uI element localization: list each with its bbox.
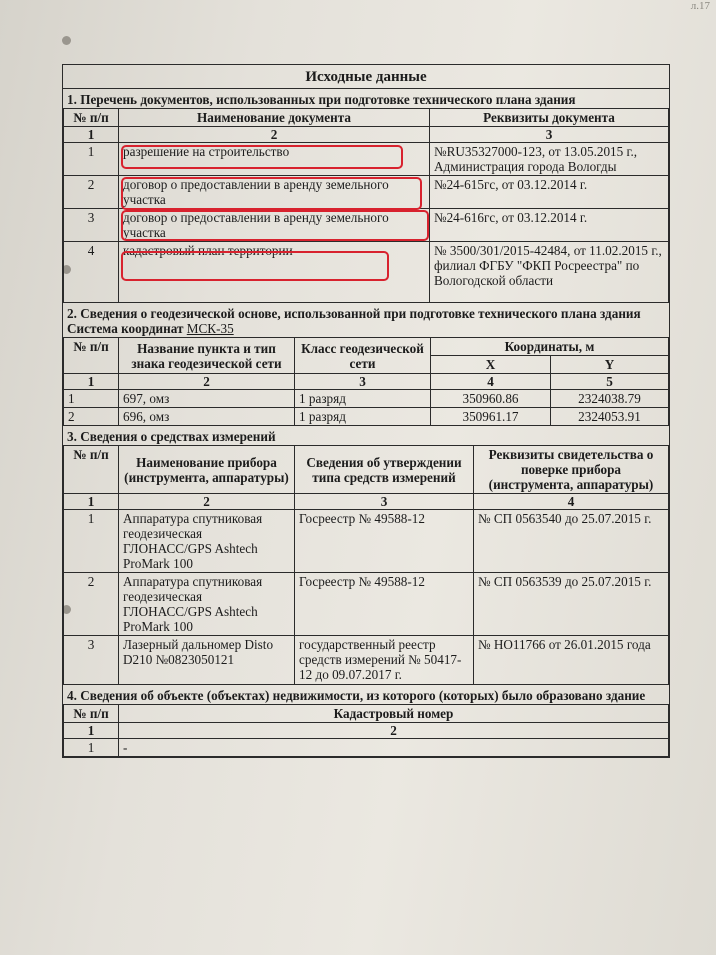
instrument-cert: № СП 0563539 до 25.07.2015 г. bbox=[474, 573, 669, 636]
coord-y: 2324038.79 bbox=[551, 390, 669, 408]
documents-table bbox=[63, 108, 669, 303]
col-number: 2 bbox=[119, 494, 295, 510]
document-body bbox=[62, 64, 670, 758]
cadastral-number: - bbox=[119, 739, 669, 757]
instrument-type: Госреестр № 49588-12 bbox=[295, 573, 474, 636]
col-header: № п/п bbox=[64, 338, 119, 374]
col-number: 1 bbox=[64, 494, 119, 510]
table-row bbox=[64, 636, 669, 685]
row-number: 1 bbox=[64, 143, 119, 176]
table-row bbox=[64, 242, 669, 303]
col-number: 2 bbox=[119, 127, 430, 143]
row-number: 3 bbox=[64, 636, 119, 685]
row-number: 1 bbox=[64, 390, 119, 408]
document-requisites: №24-615гс, от 03.12.2014 г. bbox=[430, 176, 669, 209]
col-number: 2 bbox=[119, 723, 669, 739]
col-header: № п/п bbox=[64, 446, 119, 494]
point-class: 1 разряд bbox=[295, 390, 431, 408]
point-class: 1 разряд bbox=[295, 408, 431, 426]
row-number: 2 bbox=[64, 176, 119, 209]
col-header: № п/п bbox=[64, 109, 119, 127]
table-row bbox=[64, 573, 669, 636]
col-number: 1 bbox=[64, 374, 119, 390]
col-header: Класс геодезической сети bbox=[295, 338, 431, 374]
col-number: 4 bbox=[474, 494, 669, 510]
coord-system-label: Система координат bbox=[67, 321, 184, 336]
section3-heading: 3. Сведения о средствах измерений bbox=[67, 429, 276, 444]
table-row bbox=[64, 739, 669, 757]
page-title: Исходные данные bbox=[63, 65, 669, 89]
objects-table bbox=[63, 704, 669, 757]
row-number: 2 bbox=[64, 573, 119, 636]
point-name: 697, омз bbox=[119, 390, 295, 408]
col-header: Наименование документа bbox=[119, 109, 430, 127]
coord-y: 2324053.91 bbox=[551, 408, 669, 426]
page-mark: л.17 bbox=[690, 0, 710, 12]
instrument-name: Лазерный дальномер Disto D210 №0823050121 bbox=[119, 636, 295, 685]
col-header: Кадастровый номер bbox=[119, 705, 669, 723]
table-row bbox=[64, 143, 669, 176]
instrument-name: Аппаратура спутниковая геодезическая ГЛОНАСС/GPS Ashtech ProMark 100 bbox=[119, 573, 295, 636]
section2-heading bbox=[63, 303, 669, 337]
col-number: 3 bbox=[295, 374, 431, 390]
instrument-name: Аппаратура спутниковая геодезическая ГЛОНАСС/GPS Ashtech ProMark 100 bbox=[119, 510, 295, 573]
row-number: 2 bbox=[64, 408, 119, 426]
document-name bbox=[119, 176, 430, 209]
document-requisites: № 3500/301/2015-42484, от 11.02.2015 г., филиал ФГБУ "ФКП Росреестра" по Вологодской области bbox=[430, 242, 669, 303]
section1-heading: 1. Перечень документов, использованных при подготовке технического плана здания bbox=[67, 92, 576, 107]
col-number: 2 bbox=[119, 374, 295, 390]
col-number: 3 bbox=[430, 127, 669, 143]
geodetic-table bbox=[63, 337, 669, 426]
col-number: 1 bbox=[64, 127, 119, 143]
row-number: 1 bbox=[64, 510, 119, 573]
instrument-type: Госреестр № 49588-12 bbox=[295, 510, 474, 573]
col-header: № п/п bbox=[64, 705, 119, 723]
section4-heading: 4. Сведения об объекте (объектах) недвижимости, из которого (которых) было образовано здание bbox=[67, 688, 646, 703]
table-row bbox=[64, 209, 669, 242]
document-name bbox=[119, 242, 430, 303]
table-row bbox=[64, 408, 669, 426]
coord-x: 350960.86 bbox=[431, 390, 551, 408]
section2-heading-text: 2. Сведения о геодезической основе, использованной при подготовке технического плана здания bbox=[67, 306, 641, 321]
table-row bbox=[64, 176, 669, 209]
instrument-type: государственный реестр средств измерений № 50417-12 до 09.07.2017 г. bbox=[295, 636, 474, 685]
document-name-text: кадастровый план территории bbox=[123, 243, 293, 258]
document-name-text: разрешение на строительство bbox=[123, 144, 290, 159]
instrument-cert: № СП 0563540 до 25.07.2015 г. bbox=[474, 510, 669, 573]
row-number: 4 bbox=[64, 242, 119, 303]
col-header: Координаты, м bbox=[431, 338, 669, 356]
document-name-text: договор о предоставлении в аренду земельного участка bbox=[123, 177, 389, 207]
row-number: 3 bbox=[64, 209, 119, 242]
col-header: Название пункта и тип знака геодезической сети bbox=[119, 338, 295, 374]
row-number: 1 bbox=[64, 739, 119, 757]
document-requisites: №24-616гс, от 03.12.2014 г. bbox=[430, 209, 669, 242]
col-header: Реквизиты документа bbox=[430, 109, 669, 127]
col-header: Реквизиты свидетельства о поверке прибора (инструмента, аппаратуры) bbox=[474, 446, 669, 494]
instruments-table bbox=[63, 445, 669, 685]
document-name-text: договор о предоставлении в аренду земельного участка bbox=[123, 210, 389, 240]
col-header-x: X bbox=[431, 356, 551, 374]
document-name bbox=[119, 209, 430, 242]
coord-system-value: МСК-35 bbox=[186, 321, 234, 336]
col-header: Наименование прибора (инструмента, аппаратуры) bbox=[119, 446, 295, 494]
col-header: Сведения об утверждении типа средств измерений bbox=[295, 446, 474, 494]
table-row bbox=[64, 510, 669, 573]
document-name bbox=[119, 143, 430, 176]
col-number: 1 bbox=[64, 723, 119, 739]
document-requisites: №RU35327000-123, от 13.05.2015 г., Администрация города Вологды bbox=[430, 143, 669, 176]
table-row bbox=[64, 390, 669, 408]
col-number: 5 bbox=[551, 374, 669, 390]
col-header-y: Y bbox=[551, 356, 669, 374]
col-number: 3 bbox=[295, 494, 474, 510]
col-number: 4 bbox=[431, 374, 551, 390]
coord-x: 350961.17 bbox=[431, 408, 551, 426]
punch-hole bbox=[62, 36, 71, 45]
point-name: 696, омз bbox=[119, 408, 295, 426]
instrument-cert: № НО11766 от 26.01.2015 года bbox=[474, 636, 669, 685]
